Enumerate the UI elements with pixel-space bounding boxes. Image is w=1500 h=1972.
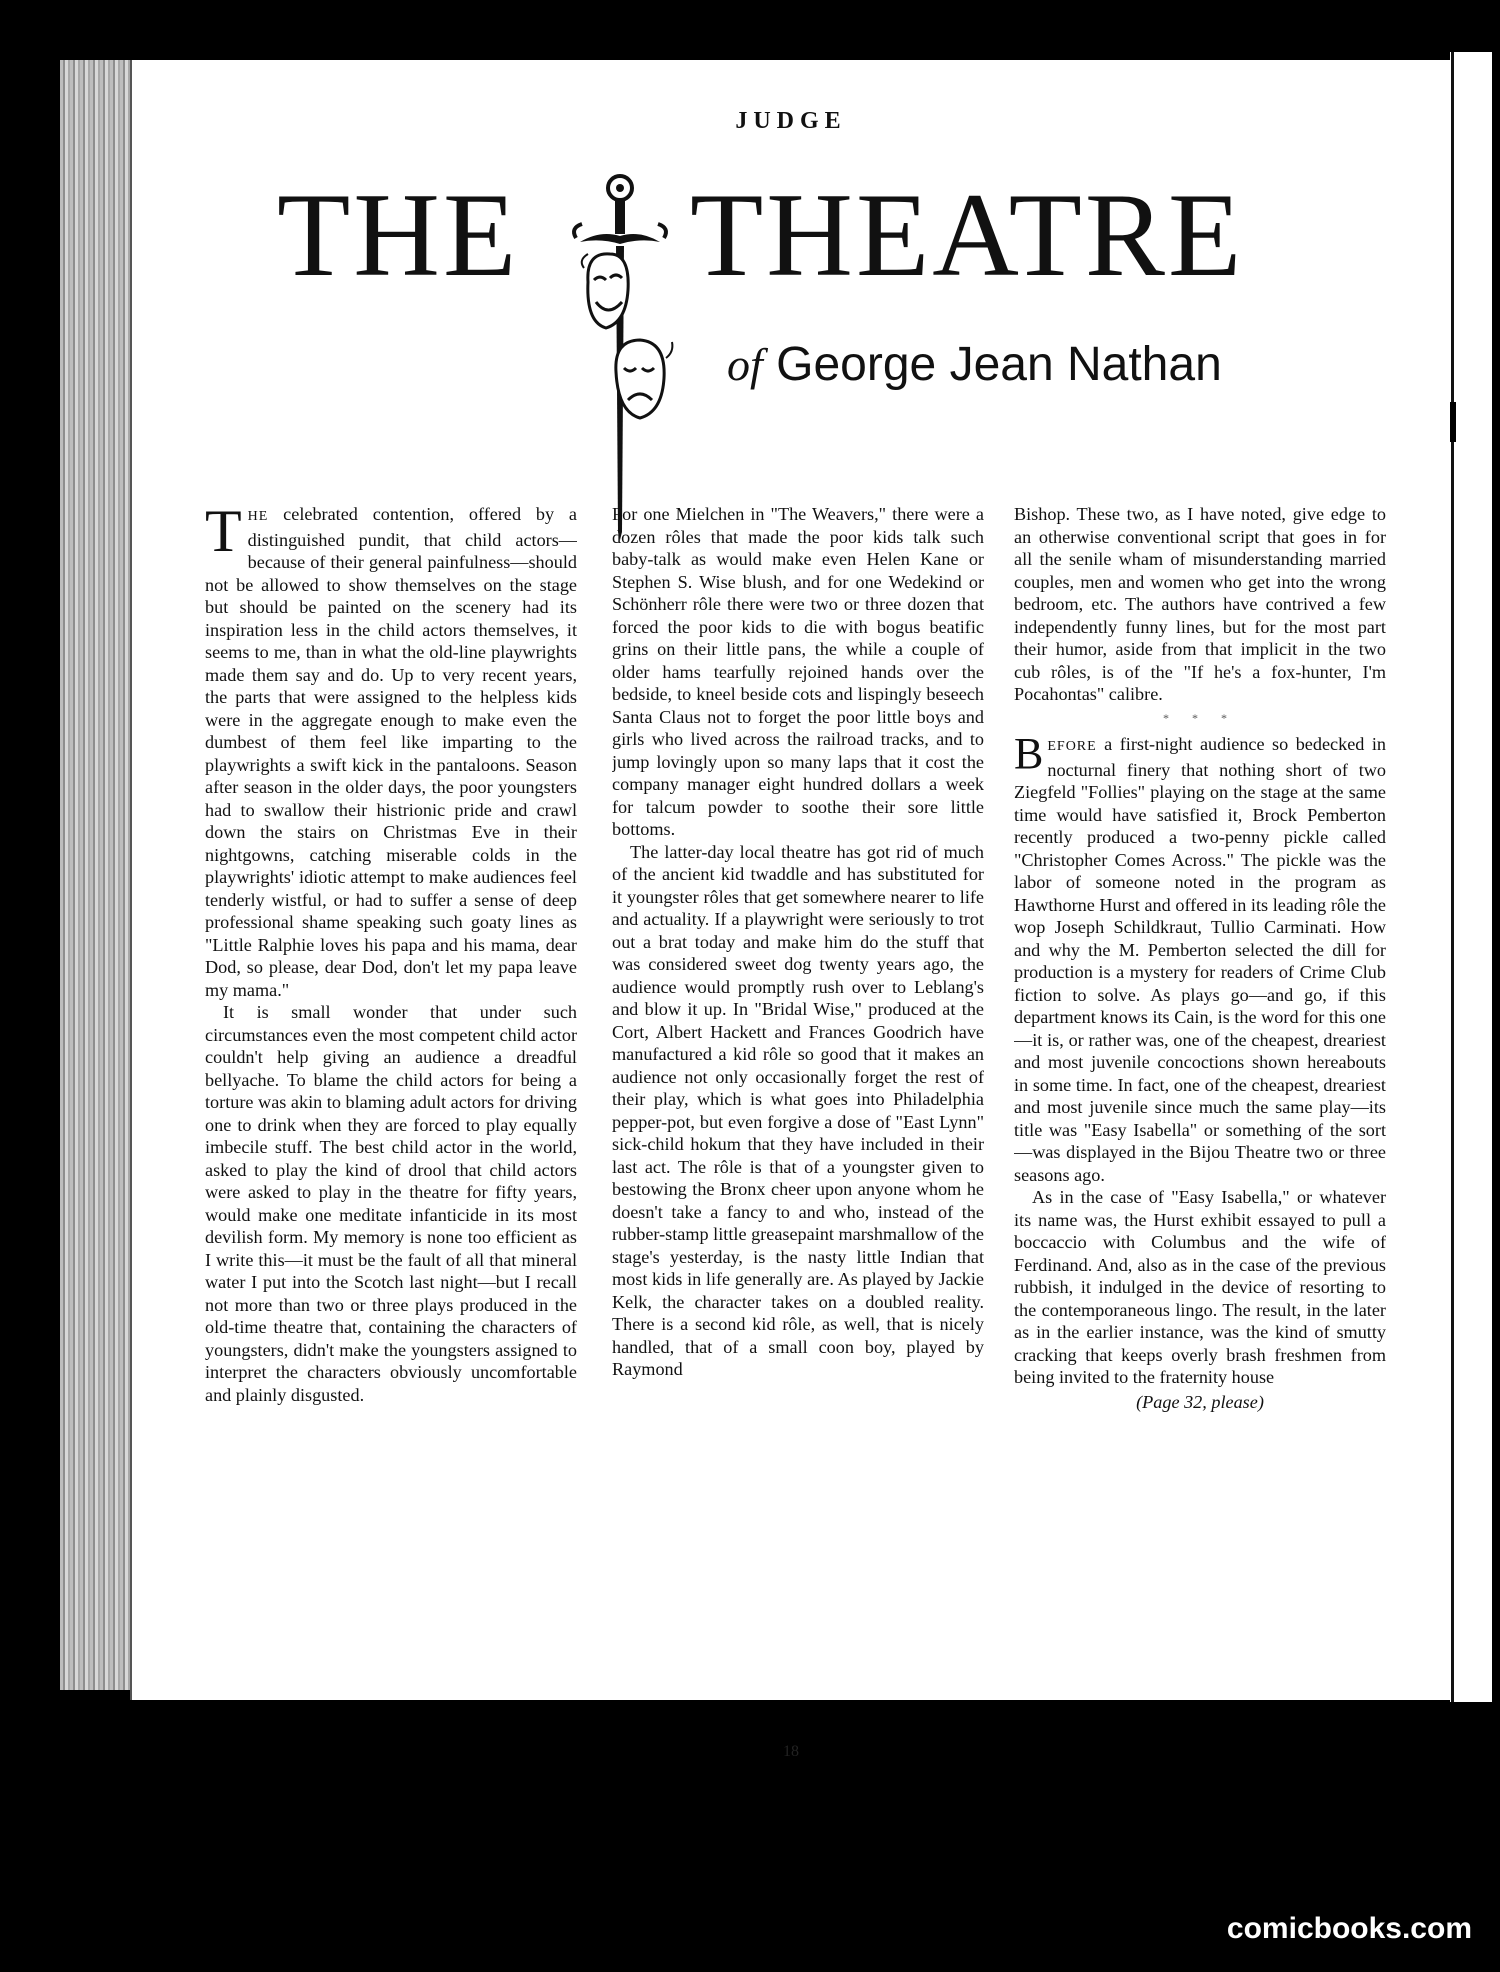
- small-caps-lead: EFORE: [1047, 739, 1097, 754]
- column-2: [612, 503, 984, 1793]
- book-page-edges: [60, 60, 135, 1690]
- title-theatre: THEATRE: [690, 168, 1245, 301]
- facing-page-border: [1451, 52, 1454, 1702]
- paragraph: [1014, 729, 1386, 1186]
- author-name: George Jean Nathan: [776, 338, 1222, 391]
- byline: [727, 337, 1222, 392]
- continued-note: (Page 32, please): [1136, 1391, 1264, 1412]
- sword-with-theatre-masks-icon: [570, 172, 680, 542]
- byline-of: of: [727, 339, 763, 390]
- paragraph-text: a first-night audience so bedecked in nocturnal finery that nothing short of two Ziegfeld "Follies" playing on the stage at the same time would have satisfied it, Brock Pemberton recently produced a two-penny pickle called "Christopher Comes Across." The pickle was the labor of someone noted in the program as Hawthorne Hurst and offered in its leading rôle the wop Joseph Schildkraut, Tullio Carminati. How and why the M. Pemberton selected the dill for production is a mystery for readers of Crime Club fiction to solve. As plays go—and go, if this department knows its Cain, is the word for this one—it is, or rather was, one of the cheapest, dreariest and most juvenile concoctions shown hereabouts in some time. In fact, one of the cheapest, dreariest and most juvenile since much the same play—its title was "Easy Isabella" or something of the sort—was displayed in the Bijou Theatre two or three seasons ago.: [1014, 734, 1386, 1185]
- watermark: comicbooks.com: [1226, 1912, 1472, 1945]
- page-number: 18: [783, 1743, 799, 1760]
- paragraph: It is small wonder that under such circumstances even the most competent child actor couldn't help giving an audience a dreadful bellyache. To blame the child actors for being a torture was akin to blaming adult actors for driving one to drink when they are forced to play equally imbecile stuff. The best child actor in the world, asked to play the kind of drool that child actors were asked to play in the theatre for fifty years, would make one meditate infanticide in its most devilish form. My memory is none too efficient as I write this—it must be the fault of all that mineral water I put into the Scotch last night—but I recall not more than two or three plays produced in the old-time theatre that, containing the characters of youngsters, didn't make the youngsters assigned to interpret the characters obviously uncomfortable and plainly disgusted.: [205, 1002, 577, 1405]
- paragraph: As in the case of "Easy Isabella," or whatever its name was, the Hurst exhibit essayed to pull a boccaccio with Columbus and the wife of Ferdinand. And, also as in the case of the previous rubbish, it indulged in the device of resorting to the contemporaneous lingo. The result, in the later as in the earlier instance, was the kind of smutty cracking that keeps overly brash freshmen from being invited to the fraternity house: [1014, 1187, 1386, 1387]
- column-1: [205, 503, 577, 1793]
- facing-page-mark: [1450, 402, 1456, 442]
- magazine-page: [130, 60, 1450, 1760]
- paragraph: Bishop. These two, as I have noted, give edge to an otherwise conventional script that goes in for all the senile wham of misunderstanding married couples, men and women who get into the wrong bedroom, etc. The authors have contrived a few independently funny lines, but for the most part their humor, aside from that implicit in the two cub rôles, is of the "If he's a fox-hunter, I'm Pocahontas" calibre.: [1014, 504, 1386, 704]
- magazine-name: JUDGE: [735, 108, 847, 134]
- drop-cap: T: [205, 503, 242, 564]
- paragraph: [205, 503, 577, 1001]
- title-the: THE: [277, 168, 520, 301]
- small-caps-lead: HE: [247, 509, 269, 524]
- section-break-stars: * * *: [1163, 710, 1237, 725]
- paragraph-text: celebrated contention, offered by a distinguished pundit, that child actors—because of their general painfulness—should not be allowed to show themselves on the stage but should be painted on the scenery had its inspiration less in the child actors themselves, it seems to me, than in what the old-line playwrights made them say and do. Up to very recent years, the parts that were assigned to the helpless kids were in the aggregate enough to make even the dumbest of them feel like imparting to the playwrights a swift kick in the pantaloons. Season after season in the older days, the poor youngsters had to swallow their histrionic pride and crawl down the stairs on Christmas Eve in their nightgowns, catching miserable colds in the playwrights' idiotic attempt to make audiences feel tenderly wistful, or had to suffer a sense of deep professional shame speaking such goaty lines as "Little Ralphie loves his papa and his mama, dear Dod, so please, dear Dod, don't let my papa leave my mama.": [205, 504, 577, 1000]
- paragraph: For one Mielchen in "The Weavers," there were a dozen rôles that made the poor kids talk such baby-talk as would make even Helen Kane or Stephen S. Wise blush, and for one Wedekind or Schönherr rôle there were two or three dozen that forced the poor kids to die with bogus beatific grins on their little pans, the while a couple of older hams tearfully rejoined hands over the bedside, to kneel beside cots and lispingly beseech Santa Claus not to forget the poor little boys and girls who lived across the railroad tracks, and to jump lovingly upon so many laps that it cost the company manager eight hundred dollars a week for talcum powder to soothe their sore little bottoms.: [612, 504, 984, 839]
- column-3: [1014, 503, 1386, 1793]
- drop-cap: B: [1014, 729, 1044, 778]
- paragraph: The latter-day local theatre has got rid of much of the ancient kid twaddle and has substituted for it youngster rôles that get somewhere nearer to life and actuality. If a playwright were seriously to trot out a brat today and make him do the stuff that was considered sweet dog twenty years ago, the audience would promptly rush over to Leblang's and blow it up. In "Bridal Wise," produced at the Cort, Albert Hackett and Frances Goodrich have manufactured a kid rôle so good that it makes an audience not only occasionally forget the rest of their play, which is what goes into Philadelphia pepper-pot, but even forgive a dose of "East Lynn" sick-child hokum that they have included in their last act. The rôle is that of a youngster given to bestowing the Bronx cheer upon anyone whom he doesn't take a fancy to and who, instead of the rubber-stamp little greasepaint marshmallow of the stage's yesterday, is the nasty little Indian that most kids in life generally are. As played by Jackie Kelk, the character takes on a doubled reality. There is a second kid rôle, as well, that is nicely handled, that of a small coon boy, played by Raymond: [612, 841, 984, 1379]
- facing-page-edge: [1450, 52, 1492, 1702]
